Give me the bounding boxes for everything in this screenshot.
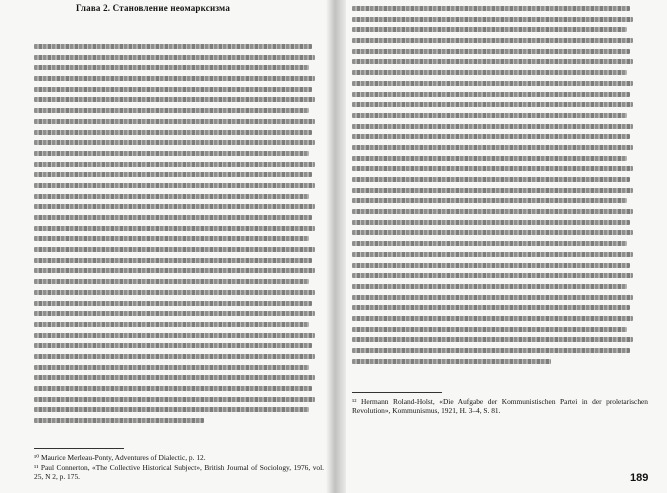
text-line	[352, 6, 630, 11]
book-gutter-shadow	[326, 0, 346, 493]
text-line	[34, 290, 315, 295]
left-footnotes	[34, 453, 324, 482]
text-line	[352, 134, 630, 139]
text-line	[352, 27, 627, 32]
text-line	[352, 156, 627, 161]
running-head: Глава 2. Становление неомарксизма	[76, 3, 231, 13]
footnote: ¹¹ Paul Connerton, «The Collective Historical Subject», British Journal of Sociology, 1976, vol. 25, N 2, p. 175.	[34, 463, 324, 481]
text-line	[34, 87, 312, 92]
text-line	[352, 263, 630, 268]
text-line	[34, 236, 309, 241]
text-line	[34, 418, 204, 423]
text-line	[34, 130, 312, 135]
text-line	[34, 343, 312, 348]
text-line	[34, 194, 309, 199]
text-line	[352, 316, 633, 321]
text-line	[34, 183, 315, 188]
text-line	[352, 241, 627, 246]
text-line	[34, 55, 315, 60]
text-line	[352, 177, 630, 182]
text-line	[34, 258, 312, 263]
text-line	[34, 204, 315, 209]
text-line	[352, 92, 630, 97]
text-line	[352, 188, 633, 193]
text-line	[352, 17, 633, 22]
page-number: 189	[630, 472, 649, 484]
footnote-rule	[34, 448, 124, 449]
text-line	[34, 226, 315, 231]
text-line	[352, 284, 627, 289]
text-line	[352, 198, 627, 203]
text-line	[34, 386, 312, 391]
text-line	[34, 397, 315, 402]
text-line	[34, 322, 309, 327]
text-line	[352, 348, 630, 353]
text-line	[352, 273, 633, 278]
text-line	[352, 220, 630, 225]
text-line	[352, 327, 627, 332]
text-line	[352, 305, 630, 310]
text-line	[352, 166, 633, 171]
text-line	[34, 268, 315, 273]
text-line	[34, 151, 309, 156]
text-line	[352, 38, 633, 43]
text-line	[352, 49, 630, 54]
text-line	[34, 140, 315, 145]
text-line	[34, 354, 315, 359]
text-line	[34, 119, 315, 124]
text-line	[34, 172, 312, 177]
right-page	[336, 0, 667, 493]
text-line	[352, 295, 633, 300]
text-line	[352, 124, 633, 129]
text-line	[352, 70, 627, 75]
text-line	[34, 65, 309, 70]
footnote: ¹² Hermann Roland-Holst, «Die Aufgabe der Kommunistischen Partei in der proletarischen Revolution», Kommunismus, 1921, H. 3–4, S. 81.	[352, 397, 648, 415]
text-line	[34, 375, 315, 380]
text-line	[34, 311, 315, 316]
text-line	[34, 247, 315, 252]
text-line	[352, 252, 633, 257]
text-line	[352, 59, 633, 64]
text-line	[352, 113, 627, 118]
text-line	[34, 407, 309, 412]
text-line	[34, 365, 309, 370]
right-footnotes	[352, 397, 648, 416]
text-line	[352, 81, 633, 86]
text-line	[34, 44, 312, 49]
text-line	[34, 97, 315, 102]
text-line	[34, 76, 315, 81]
footnote-rule	[352, 392, 442, 393]
text-line	[34, 215, 312, 220]
text-line	[352, 145, 633, 150]
footnote: ¹⁰ Maurice Merleau-Ponty, Adventures of Dialectic, p. 12.	[34, 453, 206, 462]
left-body-text	[34, 44, 318, 429]
text-line	[34, 108, 309, 113]
text-line	[352, 337, 633, 342]
text-line	[352, 209, 633, 214]
text-line	[34, 162, 315, 167]
text-line	[34, 301, 312, 306]
right-body-text	[352, 6, 636, 369]
text-line	[34, 279, 309, 284]
text-line	[34, 333, 315, 338]
text-line	[352, 230, 633, 235]
text-line	[352, 102, 633, 107]
text-line	[352, 359, 551, 364]
